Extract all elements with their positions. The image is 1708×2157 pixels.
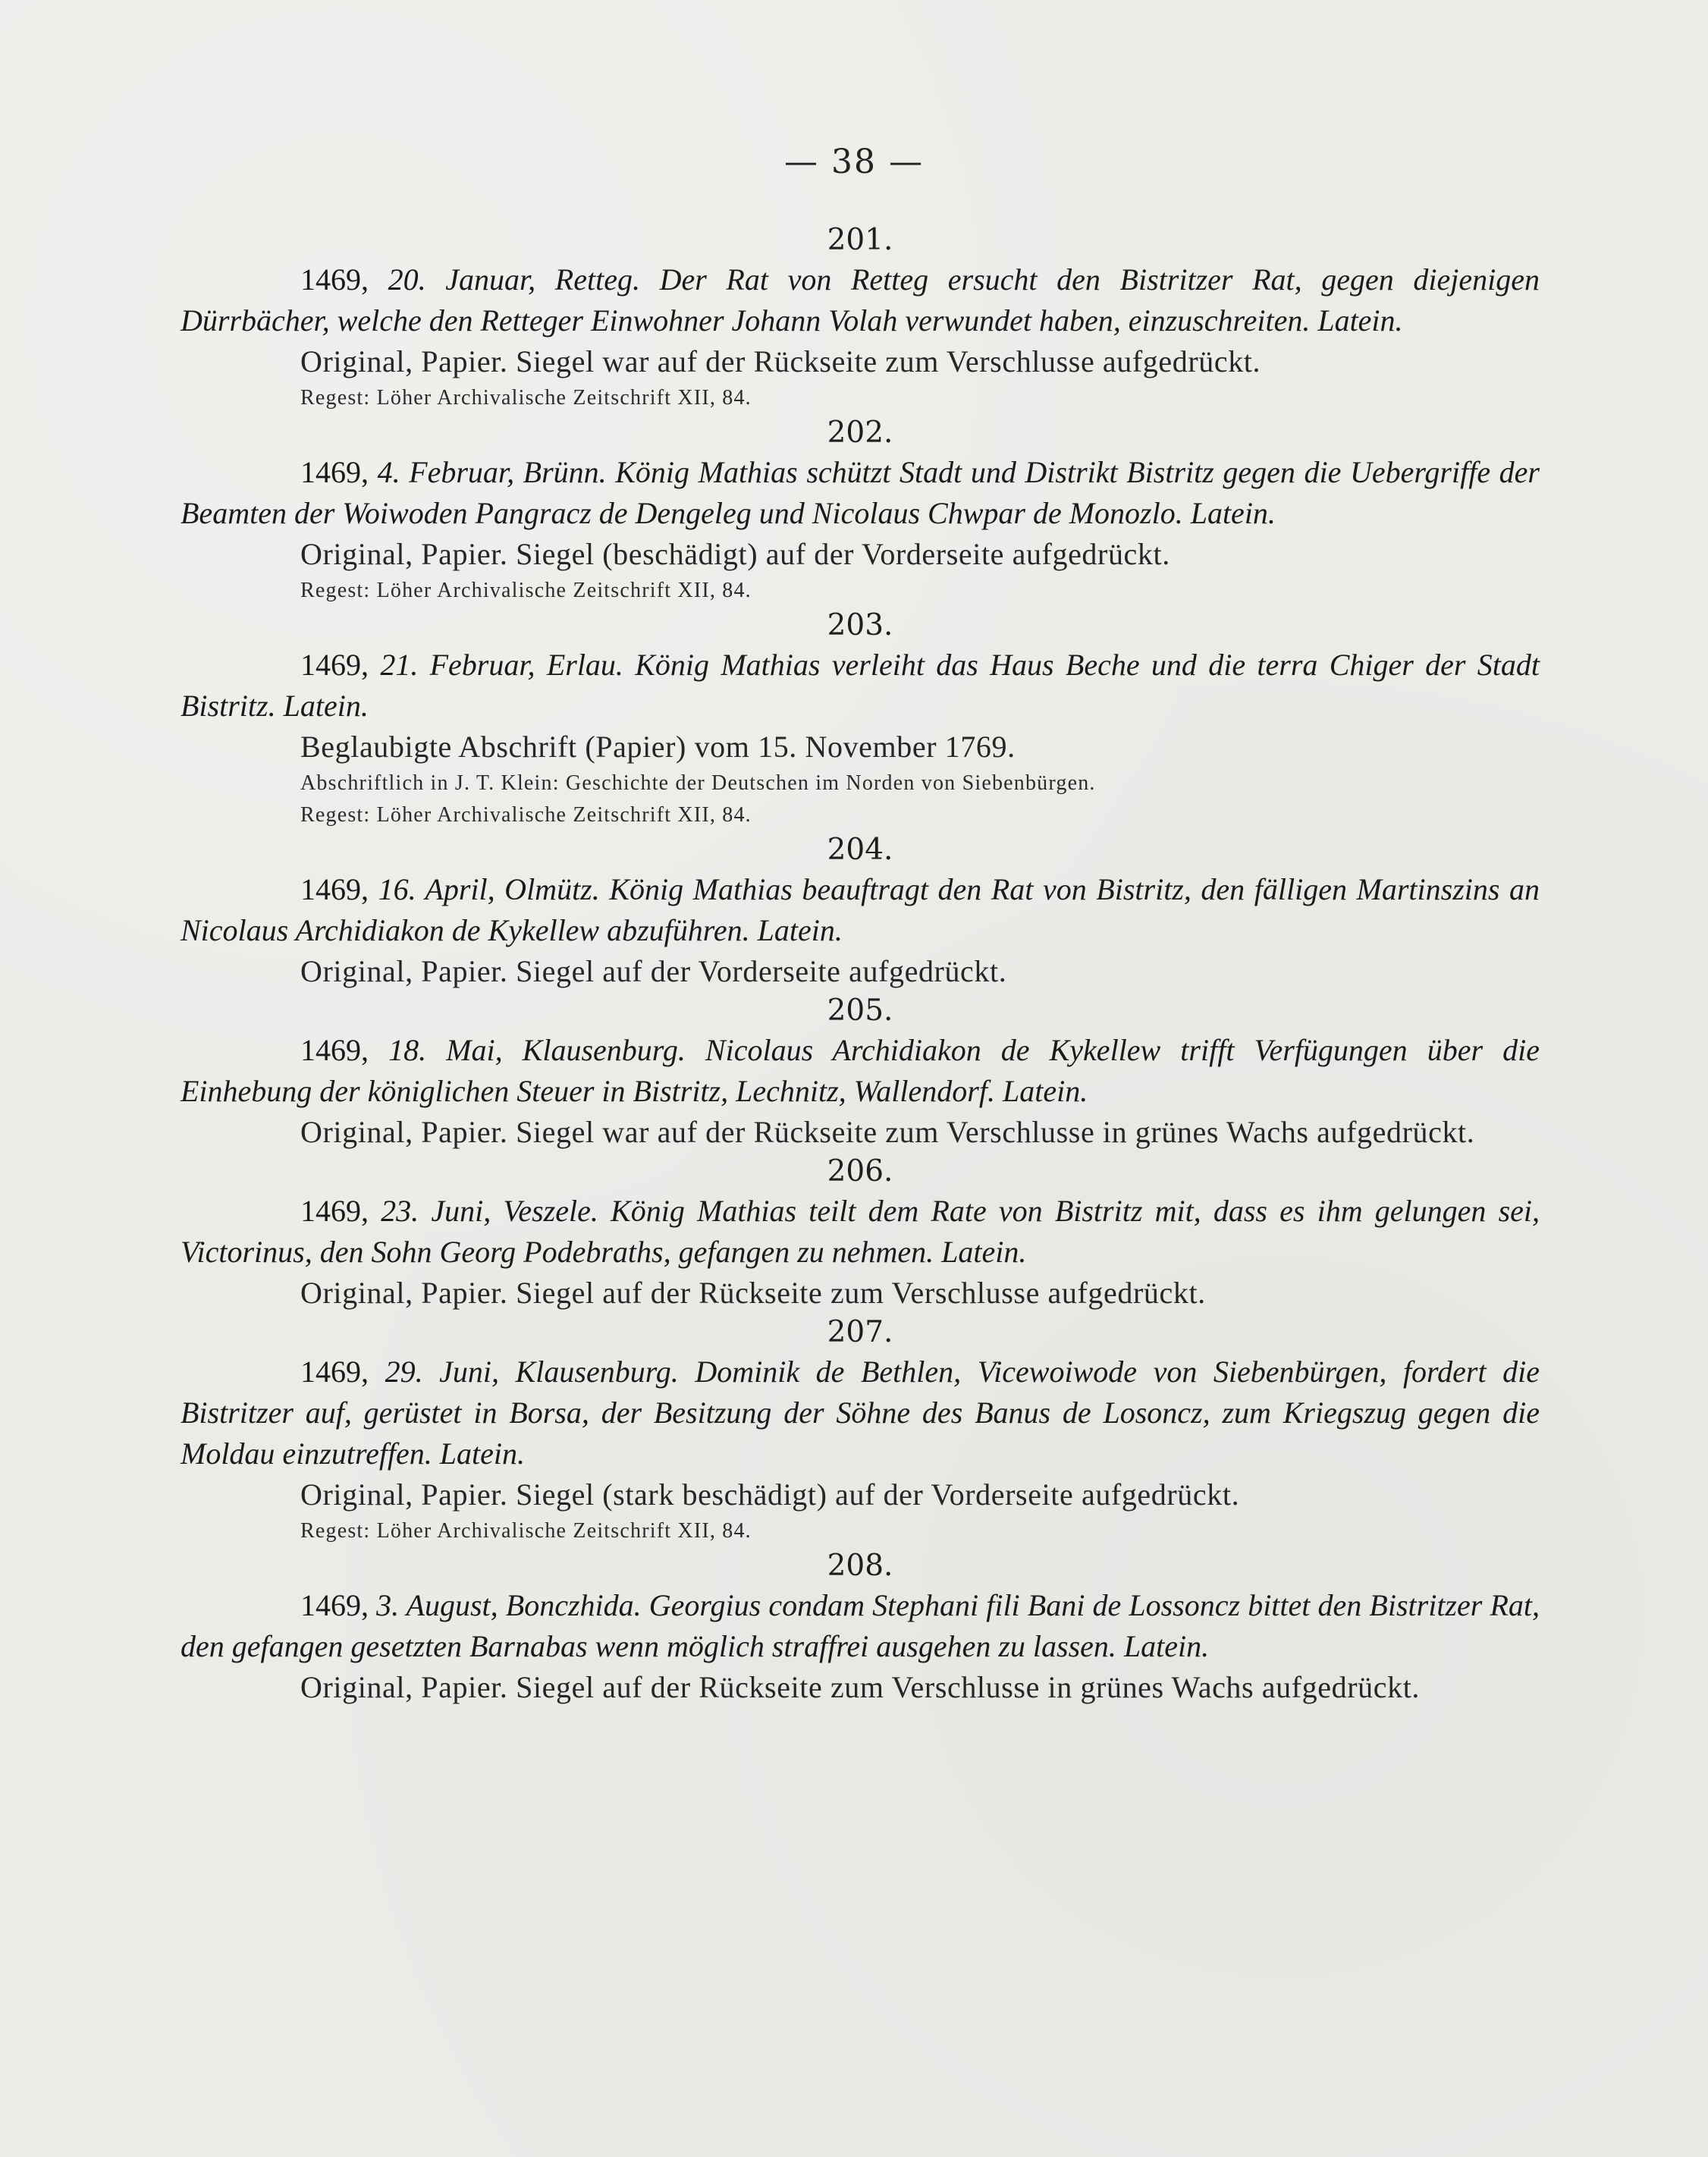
entry-note: Original, Papier. Siegel auf der Rückseite zum Verschlusse aufgedrückt. bbox=[300, 1276, 1206, 1310]
entry-number: 201. bbox=[827, 223, 893, 257]
entry-summary bbox=[181, 1585, 1540, 1667]
entry-note: Original, Papier. Siegel auf der Vorderseite aufgedrückt. bbox=[300, 954, 1007, 988]
entry-205 bbox=[181, 992, 1540, 1153]
entry-summary-text: 4. Februar, Brünn. König Mathias schützt Stadt und Distrikt Bistritz gegen die Uebergriffe der Beamten der Woiwoden Pangracz de Dengeleg und Nicolaus Chwpar de Monozlo. Latein. bbox=[181, 455, 1540, 530]
entry-summary-text: 3. August, Bonczhida. Georgius condam Stephani fili Bani de Lossoncz bittet den Bistritzer Rat, den gefangen gesetzten Barnabas wenn möglich straffrei ausgehen zu lassen. Latein. bbox=[181, 1588, 1540, 1663]
entry-203 bbox=[181, 607, 1540, 831]
entry-regest: Regest: Löher Archivalische Zeitschrift XII, 84. bbox=[300, 386, 752, 410]
entry-summary bbox=[181, 259, 1540, 341]
entry-year: 1469, bbox=[300, 648, 369, 682]
entry-regest: Regest: Löher Archivalische Zeitschrift XII, 84. bbox=[300, 1519, 752, 1543]
entry-number: 203. bbox=[827, 608, 893, 642]
entry-summary-text: 29. Juni, Klausenburg. Dominik de Bethlen, Vicewoiwode von Siebenbürgen, fordert die Bistritzer auf, gerüstet in Borsa, der Besitzung der Söhne des Banus de Losoncz, zum Kriegszug gegen die Moldau einzutreffen. Latein. bbox=[181, 1355, 1540, 1471]
entry-number: 207. bbox=[827, 1315, 893, 1349]
entry-year: 1469, bbox=[300, 1033, 369, 1067]
entry-202 bbox=[181, 414, 1540, 607]
entry-summary-text: 16. April, Olmütz. König Mathias beauftragt den Rat von Bistritz, den fälligen Martinszins an Nicolaus Archidiakon de Kykellew abzuführen. Latein. bbox=[181, 872, 1540, 947]
entry-number: 206. bbox=[827, 1154, 893, 1188]
entry-number: 208. bbox=[827, 1549, 893, 1583]
entry-note: Original, Papier. Siegel war auf der Rückseite zum Verschlusse in grünes Wachs aufgedrückt. bbox=[300, 1115, 1475, 1149]
entry-note: Original, Papier. Siegel war auf der Rückseite zum Verschlusse aufgedrückt. bbox=[300, 344, 1261, 378]
page-number: — 38 — bbox=[784, 143, 924, 181]
entry-206 bbox=[181, 1153, 1540, 1314]
entry-note: Beglaubigte Abschrift (Papier) vom 15. November 1769. bbox=[300, 730, 1016, 764]
entry-201 bbox=[181, 221, 1540, 414]
entries-list bbox=[181, 221, 1540, 1708]
entry-207 bbox=[181, 1314, 1540, 1547]
entry-summary-text: 23. Juni, Veszele. König Mathias teilt dem Rate von Bistritz mit, dass es ihm gelungen sei, Victorinus, den Sohn Georg Podebraths, gefangen zu nehmen. Latein. bbox=[181, 1194, 1540, 1269]
entry-note: Original, Papier. Siegel auf der Rückseite zum Verschlusse in grünes Wachs aufgedrückt. bbox=[300, 1670, 1421, 1704]
entry-summary-text: 18. Mai, Klausenburg. Nicolaus Archidiakon de Kykellew trifft Verfügungen über die Einhebung der königlichen Steuer in Bistritz, Lechnitz, Wallendorf. Latein. bbox=[181, 1033, 1540, 1108]
entry-summary bbox=[181, 1191, 1540, 1273]
entry-summary-text: 20. Januar, Retteg. Der Rat von Retteg ersucht den Bistritzer Rat, gegen diejenigen Dürrbächer, welche den Retteger Einwohner Johann Volah verwundet haben, einzuschreiten. Latein. bbox=[181, 262, 1540, 338]
entry-number: 205. bbox=[827, 994, 893, 1028]
entry-number: 202. bbox=[827, 416, 893, 450]
entry-summary bbox=[181, 645, 1540, 727]
entry-year: 1469, bbox=[300, 1588, 369, 1622]
entry-copy-reference: Abschriftlich in J. T. Klein: Geschichte der Deutschen im Norden von Siebenbürgen. bbox=[300, 771, 1096, 795]
entry-year: 1469, bbox=[300, 262, 369, 297]
entry-year: 1469, bbox=[300, 1355, 369, 1389]
entry-summary bbox=[181, 1352, 1540, 1474]
entry-regest: Regest: Löher Archivalische Zeitschrift XII, 84. bbox=[300, 803, 752, 827]
entry-year: 1469, bbox=[300, 872, 369, 906]
entry-summary bbox=[181, 869, 1540, 951]
entry-summary bbox=[181, 452, 1540, 534]
entry-year: 1469, bbox=[300, 455, 369, 489]
entry-summary-text: 21. Februar, Erlau. König Mathias verleiht das Haus Beche und die terra Chiger der Stadt Bistritz. Latein. bbox=[181, 648, 1540, 723]
entry-note: Original, Papier. Siegel (stark beschädigt) auf der Vorderseite aufgedrückt. bbox=[300, 1477, 1240, 1512]
entry-summary bbox=[181, 1030, 1540, 1112]
entry-204 bbox=[181, 831, 1540, 992]
entry-year: 1469, bbox=[300, 1194, 369, 1228]
entry-208 bbox=[181, 1547, 1540, 1708]
entry-number: 204. bbox=[827, 833, 893, 867]
entry-regest: Regest: Löher Archivalische Zeitschrift XII, 84. bbox=[300, 579, 752, 602]
entry-note: Original, Papier. Siegel (beschädigt) auf der Vorderseite aufgedrückt. bbox=[300, 537, 1170, 571]
